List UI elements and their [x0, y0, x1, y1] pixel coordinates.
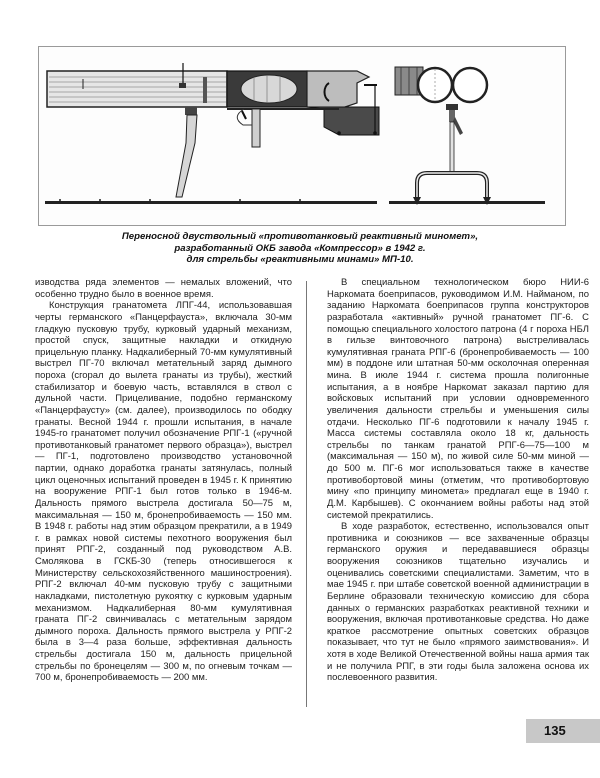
caption-line: разработанный ОКБ завода «Компрессор» в 1942 г. [174, 242, 426, 254]
right-column [327, 277, 589, 684]
caption-line: для стрельбы «реактивными минами» МП-10. [186, 254, 414, 265]
column-divider [306, 281, 307, 707]
paragraph: В ходе разработок, естественно, использовался опыт противника и союзников — все захваченные образцы германского оружия и передававшиеся образцы вооружения союзников тщательно изучались и оценивались советскими специалистами. Заметим, что в мае 1945 г. при штабе советской военной администрации в Берлине образовали техническую комиссию для сбора данных о германских разработках реактивной техники и вооружения, включая противотанковые средства. Но даже краткое рассмотрение опытных советских образцов показывает, что тут не было «прямого заимствования». И хотя в ходе Великой Отечественной войны наша армия так и не получила РПГ, в эти годы была заложена основа их послевоенного развития. [327, 521, 589, 684]
paragraph: В специальном технологическом бюро НИИ-6 Наркомата боеприпасов, руководимом И.М. Найманом, по заданию Наркомата боеприпасов группа конструкторов разработала «активный» ручной гранатомет ПГ-6. С помощью специального холостого патрона (4 г пороха НБЛ в гильзе винтовочного патрона) выстреливалась кумулятивная граната РПГ-6 (бронепробиваемость — 100 мм) в поддоне или штатная 50-мм осколочная оперенная мина. В июле 1944 г. система прошла полигонные испытания, а в ноябре Наркомат заказал партию для войсковых испытаний при условии одновременного увеличения дальности стрельбы и уменьшения силы отдачи. Несколько ПГ-6 подготовили к началу 1945 г. Масса системы составляла около 18 кг, дальность стрельбы по танкам гранатой РПГ-6—75—100 м (максимальная — 150 м), по живой силе 50-мм миной — до 500 м. ПГ-6 мог использоваться также в качестве противобортовой мины (отметим, что противобортовую мину «по принципу миномета» предлагал еще в 1940 г. Д.М. Карбышев). С окончанием войны работы над этой системой прекратились. [327, 277, 589, 521]
figure-caption [40, 231, 560, 266]
paragraph: Конструкция гранатомета ЛПГ-44, использовавшая черты германского «Панцерфауста», включала 30-мм гладкую пусковую трубу, курковый ударный механизм, простой спуск, защитные накладки и откидную прицельную планку. Надкалиберный 70-мм кумулятивный выстрел ПГ-70 включал метательный заряд дымного пороха (сгорал до вылета гранаты из трубы), жесткий стабилизатор и боевую часть, вставлялся в ствол с дульной части. Прицеливание, подобно германскому «Панцерфаусту» (см. далее), производилось по ободку гранаты. Весной 1944 г. прошли испытания, в начале 1945-го гранатомет получил обозначение РПГ-1 («ручной противотанковый гранатомет первого образца»), выстрел — ПГ-1, подготовлено производство установочной партии, однако доработка гранаты затянулась, полный цикл оценочных испытаний проведен в 1945 г. К принятию на вооружение РПГ-1 был готов только в 1946-м. Дальность прямого выстрела достигала 50—75 м, максимальная — 150 м, бронепробиваемость — 150 мм. В 1948 г. работы над этим образцом прекратили, а в 1949 г. в рамках новой системы пехотного вооружения был принят РПГ-2, созданный под руководством А.В. Смолякова в ГСКБ-30 (теперь относившегося к Министерству сельскохозяйственного машиностроения). РПГ-2 включал 40-мм пусковую трубу с защитными накладками, пистолетную рукоятку с курковым ударным механизмом. Надкалиберная 80-мм кумулятивная граната ПГ-2 свинчивалась с метательным зарядом дымного пороха. Дальность прямого выстрела у РПГ-2 была в 3—4 раза больше, эффективная дальность стрельбы достигала 150 м, дальность прицельной стрельбы по бронецелям — 300 м, по огневым точкам — 700 м, бронепробиваемость — 200 мм. [35, 300, 292, 684]
left-column [35, 277, 292, 684]
paragraph: изводства ряда элементов — немалых вложений, что особенно трудно было в военное время. [35, 277, 292, 300]
caption-line: Переносной двуствольный «противотанковый реактивный миномет», [121, 231, 479, 242]
rocket-mortar-drawing-icon [39, 47, 565, 225]
page-number: 135 [544, 723, 566, 738]
figure-illustration [38, 46, 566, 226]
